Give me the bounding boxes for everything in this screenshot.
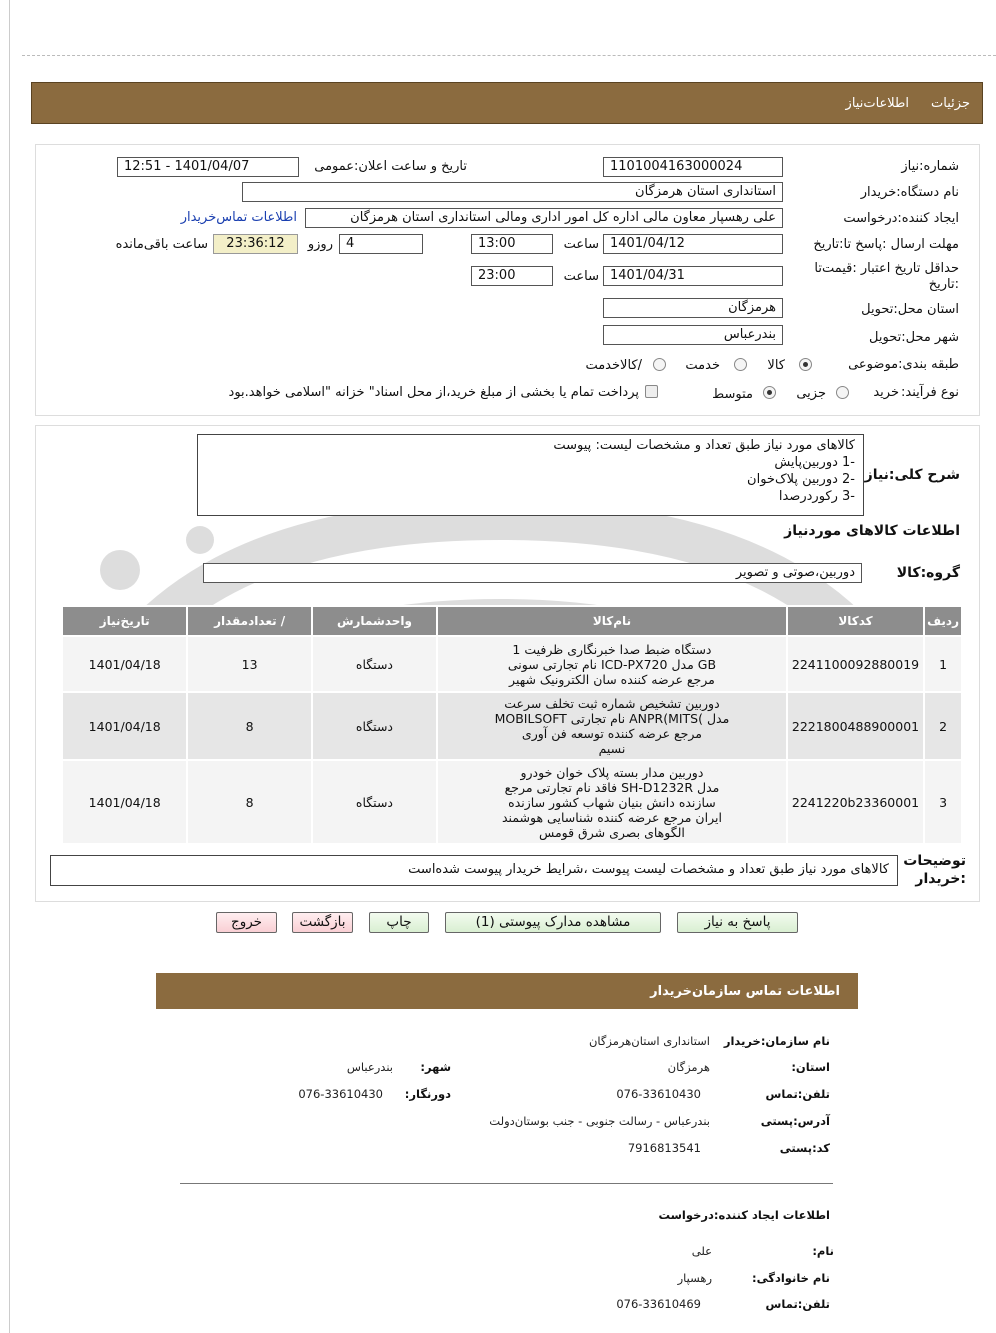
exit-button[interactable]: خروج [216,912,277,933]
cell-name: دوربین تشخیص شماره ثبت تخلف سرعت مدل )ANPR(MITS نام تجارتی MOBILSOFT مرجع عرضه کننده توسعه فن آوری نسیم [437,692,787,760]
family-value: رهسپار [677,1271,712,1285]
cell-idx: 3 [924,760,962,844]
cell-name: دستگاه ضبط صدا خبرنگاری ظرفیت 1 GB مدل ICD-PX720 نام تجارتی سونی مرجع عرضه کننده سان الکترونیک شهیر [437,636,787,692]
phone-value: 076-33610430 [616,1087,701,1101]
summary-label: شرح کلی:نیاز [864,467,960,483]
fax-value: 076-33610430 [298,1087,383,1101]
col-header-qty: / تعدادمقدار [187,606,311,636]
contact-header [156,973,858,1009]
process-buy: خرید [873,385,899,400]
deadline-date-field: 1401/04/12 [603,234,783,254]
col-header-unit: واحدشمارش [312,606,437,636]
goods-table [61,605,963,845]
cell-code: 2241100092880019 [787,636,924,692]
buyer-label: نام دستگاه:خریدار [860,185,959,200]
page-header-bar [31,82,983,124]
radio-minor-label: جزیی [796,386,826,401]
tab-details[interactable]: جزئیات [931,96,970,111]
buyer-notes-label: توضیحات [903,853,966,869]
contact-divider [180,1183,833,1184]
fax-label: دورنگار: [404,1087,451,1101]
summary-line: -3 رکوردرصدا [778,489,855,504]
city-contact-label: شهر: [420,1060,451,1074]
need-form-panel [35,144,980,416]
payment-note: پرداخت تمام یا بخشی از مبلغ خرید،از محل اسناد" خزانه "اسلامی خواهد.بود [228,385,639,400]
radio-medium-label: متوسط [712,387,753,402]
creator-phone-label: تلفن:تماس [765,1297,830,1311]
address-label: آدرس:پستی [760,1114,830,1128]
cell-unit: دستگاه [312,636,437,692]
cell-qty: 8 [187,760,311,844]
family-label: نام خانوادگی: [752,1271,830,1285]
validity-time-label: ساعت [563,269,599,284]
reply-button[interactable]: پاسخ به نیاز [677,912,798,933]
province-contact-label: استان: [791,1060,830,1074]
contact-title: اطلاعات تماس سازمان‌خریدار [650,984,840,999]
days-label: روزو [307,237,333,252]
need-number-field: 1101004163000024 [603,157,783,177]
days-field: 4 [339,234,423,254]
remaining-timer: 23:36:12 [213,234,298,254]
print-button[interactable]: چاپ [369,912,429,933]
col-header-name: نام‌کالا [437,606,787,636]
radio-medium[interactable] [763,386,776,399]
process-label: نوع فرآیند: [901,385,959,400]
validity-label-2: :تاریخ [928,277,959,292]
top-divider [22,55,996,56]
city-label: شهر محل:تحویل [869,330,959,345]
need-number-label: شماره:نیاز [901,159,959,174]
col-header-date: تاریخ‌نیاز [62,606,187,636]
table-row [62,692,962,760]
postal-label: کد:پستی [779,1141,830,1155]
phone-label: تلفن:تماس [765,1087,830,1101]
cell-name: دوربین مدار بسته پلاک خوان خودرو مدل SH-D1232R فاقد نام تجارتی مرجع سازنده دانش بنیان شهاب کشور سازنده ایران مرجع عرضه کننده شناسایی هوشمند الگوهای بصری شرق قومس [437,760,787,844]
cell-idx: 1 [924,636,962,692]
goods-group-label: گروه:کالا [896,565,960,581]
left-border-line [9,0,10,1333]
buyer-contact-link[interactable]: اطلاعات تماس‌خریدار [180,210,297,225]
deadline-time-field: 13:00 [471,234,553,254]
summary-line: کالاهای مورد نیاز طبق تعداد و مشخصات لیست: پیوست [553,438,855,453]
remaining-label: ساعت باقی‌مانده [115,237,208,252]
name-label: نام: [812,1244,834,1258]
category-label: طبقه بندی:موضوعی [848,357,959,372]
cell-unit: دستگاه [312,692,437,760]
org-label: نام سازمان:خریدار [723,1034,830,1048]
cell-code: 2241220b23360001 [787,760,924,844]
radio-service[interactable] [734,358,747,371]
table-row [62,636,962,692]
validity-label: حداقل تاریخ اعتبار :قیمت‌تا [814,261,959,276]
radio-goods-label: کالا [767,358,785,373]
creator-info-title: اطلاعات ایجاد کننده:درخواست [658,1208,830,1222]
treasury-checkbox[interactable] [645,385,658,398]
summary-line: -1 دوربین‌پایش [774,455,855,470]
city-field: بندرعباس [603,325,783,345]
buyer-notes-label-2: :خریدار [915,871,966,887]
creator-phone-value: 076-33610469 [616,1297,701,1311]
creator-label: ایجاد کننده:درخواست [843,211,959,226]
org-value: استانداری استان‌هرمزگان [588,1034,710,1048]
col-header-code: کدکالا [787,606,924,636]
radio-goods-service-label: /کالاخدمت [585,358,642,373]
province-label: استان محل:تحویل [861,302,959,317]
cell-idx: 2 [924,692,962,760]
cell-qty: 13 [187,636,311,692]
province-contact-value: هرمزگان [667,1060,710,1074]
creator-field: علی رهسپار معاون مالی اداره کل امور اداری ومالی استانداری استان هرمزگان [305,208,783,228]
address-value: بندرعباس - رسالت جنوبی - جنب بوستان‌دولت [489,1114,710,1128]
validity-time-field: 23:00 [471,266,553,286]
deadline-label: مهلت ارسال :پاسخ تا:تاریخ [813,237,959,252]
table-row [62,760,962,844]
goods-info-title: اطلاعات کالاهای مورد‌نیاز [784,523,960,539]
cell-qty: 8 [187,692,311,760]
back-button[interactable]: بازگشت [292,912,353,933]
buyer-notes-box: کالاهای مورد نیاز طبق تعداد و مشخصات لیست پیوست ،شرایط خریدار پیوست شده‌است [50,855,898,886]
city-contact-value: بندرعباس [346,1060,393,1074]
announce-label: تاریخ و ساعت اعلان:عمومی [314,159,467,174]
name-value: علی [691,1244,712,1258]
summary-line: -2 دوربین پلاک‌خوان [747,472,855,487]
summary-box [197,434,864,516]
cell-date: 1401/04/18 [62,760,187,844]
cell-unit: دستگاه [312,760,437,844]
buyer-field: استانداری استان هرمزگان [242,182,783,202]
radio-minor[interactable] [836,386,849,399]
postal-value: 7916813541 [627,1141,701,1155]
radio-goods-service[interactable] [653,358,666,371]
validity-date-field: 1401/04/31 [603,266,783,286]
cell-code: 2221800488900001 [787,692,924,760]
tab-need-info[interactable]: اطلاعات‌نیاز [845,96,909,111]
col-header-row: ردیف [924,606,962,636]
cell-date: 1401/04/18 [62,636,187,692]
attachments-button[interactable]: مشاهده مدارک پیوستی (1) [445,912,661,933]
goods-group-field: دوربین،صوتی و تصویر [203,563,862,583]
cell-date: 1401/04/18 [62,692,187,760]
deadline-time-label: ساعت [563,237,599,252]
province-field: هرمزگان [603,298,783,318]
announce-field: 1401/04/07 - 12:51 [117,157,299,177]
radio-goods[interactable] [799,358,812,371]
radio-service-label: خدمت [685,358,720,373]
